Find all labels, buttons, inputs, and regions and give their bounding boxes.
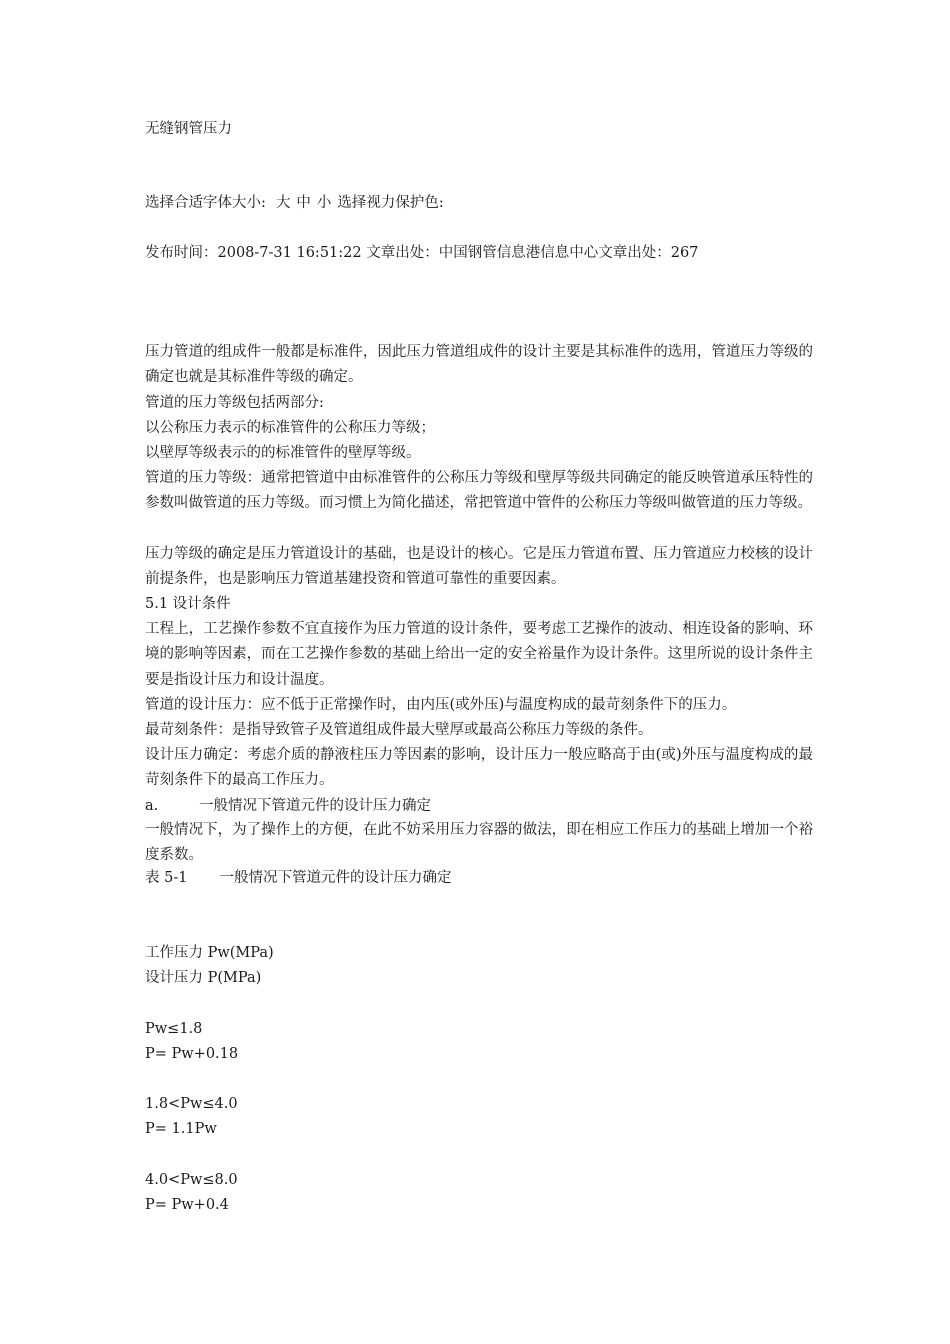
paragraph: 管道的设计压力：应不低于正常操作时，由内压(或外压)与温度构成的最苛刻条件下的压力。	[145, 697, 737, 713]
eye-protection-color-prompt: 选择视力保护色:	[337, 195, 444, 211]
table-caption-label: 表 5-1	[145, 870, 188, 886]
font-size-selector	[145, 193, 444, 213]
table-cell: 4.0<Pw≤8.0	[145, 1172, 238, 1188]
paragraph: 压力等级的确定是压力管道设计的基础，也是设计的核心。它是压力管道布置、压力管道应力校核的设计前提条件，也是影响压力管道基建投资和管道可靠性的重要因素。	[145, 546, 813, 588]
table-cell: P= Pw+0.18	[145, 1046, 239, 1062]
list-item-a	[145, 796, 431, 816]
section-heading: 5.1 设计条件	[145, 596, 231, 612]
table-cell: P= 1.1Pw	[145, 1121, 217, 1137]
page-title: 无缝钢管压力	[145, 121, 232, 137]
paragraph: 以公称压力表示的标准管件的公称压力等级；	[145, 420, 435, 436]
table-header: 工作压力 Pw(MPa)	[145, 945, 274, 961]
table-caption	[145, 868, 451, 888]
font-size-small-link[interactable]: 小	[316, 195, 332, 211]
paragraph: 设计压力确定：考虑介质的静液柱压力等因素的影响，设计压力一般应略高于由(或)外压与温度构成的最苛刻条件下的最高工作压力。	[145, 747, 813, 789]
table-cell: 1.8<Pw≤4.0	[145, 1096, 238, 1112]
font-size-large-link[interactable]: 大	[275, 195, 291, 211]
article-meta: 发布时间：2008-7-31 16:51:22 文章出处：中国钢管信息港信息中心文章出处：267	[145, 245, 699, 261]
paragraph: 管道的压力等级：通常把管道中由标准管件的公称压力等级和壁厚等级共同确定的能反映管道承压特性的参数叫做管道的压力等级。而习惯上为简化描述，常把管道中管件的公称压力等级叫做管道的压力等级。	[145, 470, 813, 512]
table-header: 设计压力 P(MPa)	[145, 970, 262, 986]
paragraph: 压力管道的组成件一般都是标准件，因此压力管道组成件的设计主要是其标准件的选用，管道压力等级的确定也就是其标准件等级的确定。	[145, 344, 813, 386]
list-marker: a.	[145, 798, 159, 814]
list-item-text: 一般情况下管道元件的设计压力确定	[199, 798, 431, 814]
paragraph: 管道的压力等级包括两部分:	[145, 395, 324, 411]
table-cell: Pw≤1.8	[145, 1021, 203, 1037]
table-cell: P= Pw+0.4	[145, 1197, 229, 1213]
table-caption-text: 一般情况下管道元件的设计压力确定	[219, 870, 452, 886]
paragraph: 一般情况下，为了操作上的方便，在此不妨采用压力容器的做法，即在相应工作压力的基础上增加一个裕度系数。	[145, 822, 813, 864]
paragraph: 最苛刻条件：是指导致管子及管道组成件最大壁厚或最高公称压力等级的条件。	[145, 722, 653, 738]
font-size-medium-link[interactable]: 中	[296, 195, 311, 211]
paragraph: 工程上，工艺操作参数不宜直接作为压力管道的设计条件，要考虑工艺操作的波动、相连设备的影响、环境的影响等因素，而在工艺操作参数的基础上给出一定的安全裕量作为设计条件。这里所说的设计条件主要是指设计压力和设计温度。	[145, 621, 813, 688]
font-size-prompt: 选择合适字体大小:	[145, 195, 266, 211]
paragraph: 以壁厚等级表示的的标准管件的壁厚等级。	[145, 445, 421, 461]
